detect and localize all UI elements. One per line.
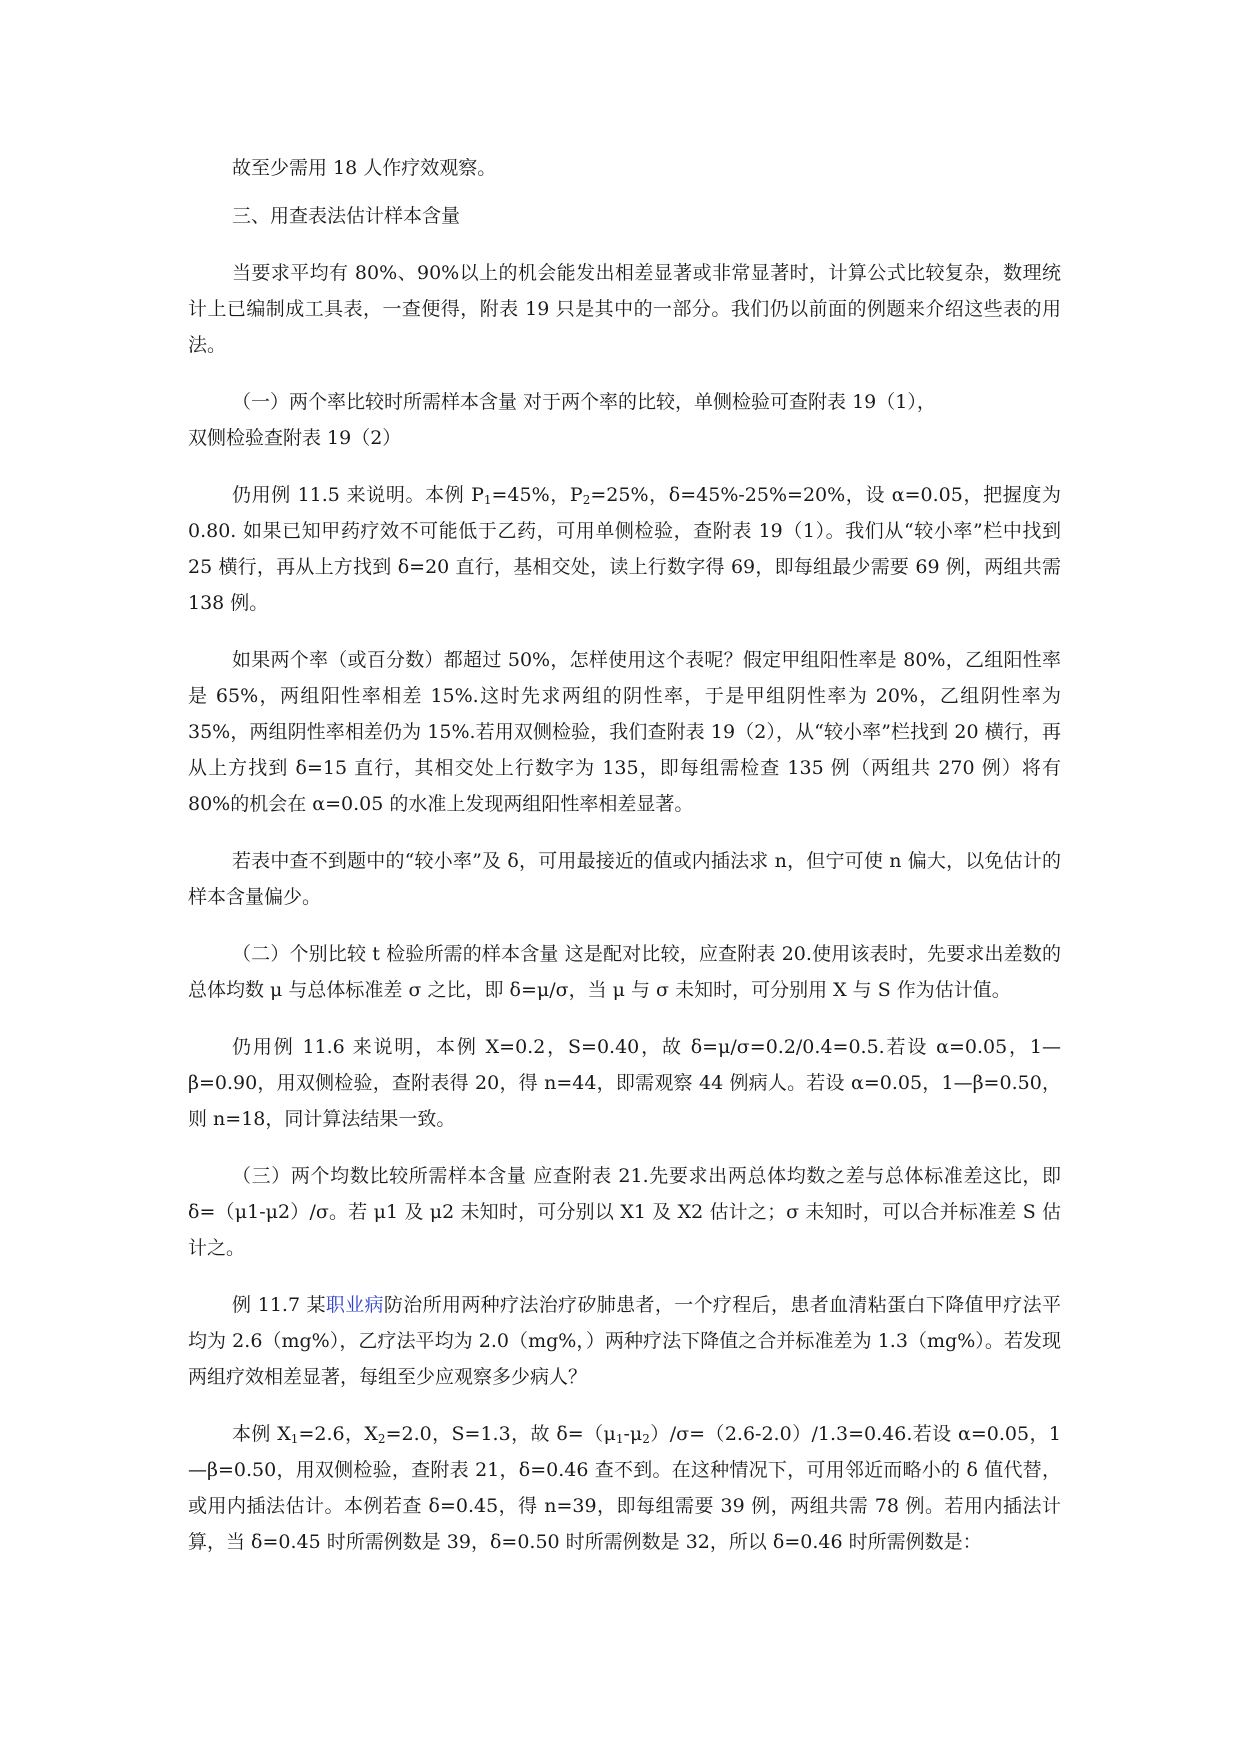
paragraph-example-11-7: 例 11.7 某职业病防治所用两种疗法治疗矽肺患者，一个疗程后，患者血清粘蛋白下降值甲疗法平均为 2.6（mg%），乙疗法平均为 2.0（mg%，）两种疗法下降值之合并标准差为 1.3（mg%）。若发现两组疗效相差显著，每组至少应观察多少病人？	[188, 1294, 1061, 1388]
subsection-heading-two-rates: （一）两个率比较时所需样本含量 对于两个率的比较，单侧检验可查附表 19（1），	[232, 391, 936, 413]
subsection-two-rates	[188, 384, 1061, 456]
paragraph-interpolation: 若表中查不到题中的“较小率”及 δ，可用最接近的值或内插法求 n，但宁可使 n 偏大，以免估计的样本含量偏少。	[188, 850, 1061, 908]
paragraph-two-means: （三）两个均数比较所需样本含量 应查附表 21.先要求出两总体均数之差与总体标准差这比，即 δ=（μ1-μ2）/σ。若 μ1 及 μ2 未知时，可分别以 X1 及 X2 估计之；σ 未知时，可以合并标准差 S 估计之。	[188, 1165, 1061, 1259]
occupational-disease-link[interactable]: 职业病	[325, 1294, 384, 1316]
paragraph-paired-t: （二）个别比较 t 检验所需的样本含量 这是配对比较，应查附表 20.使用该表时，先要求出差数的总体均数 μ 与总体标准差 σ 之比，即 δ=μ/σ，当 μ 与 σ 未知时，可分别用 X 与 S 作为估计值。	[188, 943, 1061, 1001]
paragraph-example-11-5: 仍用例 11.5 来说明。本例 $P_1=45\%$，$P_2=25\%$，δ=45%-25%=20%，设 α=0.05，把握度为 0.80. 如果已知甲药疗效不可能低于乙药，可用单侧检验，查附表 19（1）。我们从“较小率”栏中找到 25 横行，再从上方找到 δ=20 直行，基相交处，读上行数字得 69，即每组最少需要 69 例，两组共需 138 例。	[188, 484, 1062, 614]
paragraph-intro: 当要求平均有 80%、90%以上的机会能发出相差显著或非常显著时，计算公式比较复杂，数理统计上已编制成工具表，一查便得，附表 19 只是其中的一部分。我们仍以前面的例题来介绍这些表的用法。	[188, 262, 1061, 356]
paragraph-rates-over-50: 如果两个率（或百分数）都超过 50%，怎样使用这个表呢？假定甲组阳性率是 80%，乙组阳性率是 65%，两组阳性率相差 15%.这时先求两组的阴性率，于是甲组阴性率为 20%，乙组阴性率为 35%，两组阴性率相差仍为 15%.若用双侧检验，我们查附表 19（2），从“较小率”栏找到 20 横行，再从上方找到 δ=15 直行，其相交处上行数字为 135，即每组需检查 135 例（两组共 270 例）将有 80%的机会在 α=0.05 的水准上发现两组阳性率相差显著。	[188, 649, 1061, 815]
paragraph-example-11-7-solution: 本例 $X_1=2.6$，$X_2=2.0$，S=1.3，故 $\delta=(\mu_1-\mu_2)/\sigma=(2.6-2.0)/1.3=0.46$.若设 α=0.05，1—β=0.50，用双侧检验，查附表 21，δ=0.46 查不到。在这种情况下，可用邻近而略小的 δ 值代替，或用内插法估计。本例若查 δ=0.45，得 n=39，即每组需要 39 例，两组共需 78 例。若用内插法计算，当 δ=0.45 时所需例数是 39，δ=0.50 时所需例数是 32，所以 δ=0.46 时所需例数是：	[188, 1423, 1061, 1553]
paragraph-example-11-6: 仍用例 11.6 来说明，本例 X=0.2，S=0.40，故 δ=μ/σ=0.2/0.4=0.5.若设 α=0.05，1—β=0.90，用双侧检验，查附表得 20，得 n=44，即需观察 44 例病人。若设 α=0.05，1—β=0.50，则 n=18，同计算法结果一致。	[188, 1036, 1061, 1130]
paragraph-conclusion: 故至少需用 18 人作疗效观察。	[232, 157, 497, 179]
subsection-heading-two-rates-cont: 双侧检验查附表 19（2）	[188, 427, 402, 449]
section-heading-table-method: 三、用查表法估计样本含量	[232, 205, 461, 227]
